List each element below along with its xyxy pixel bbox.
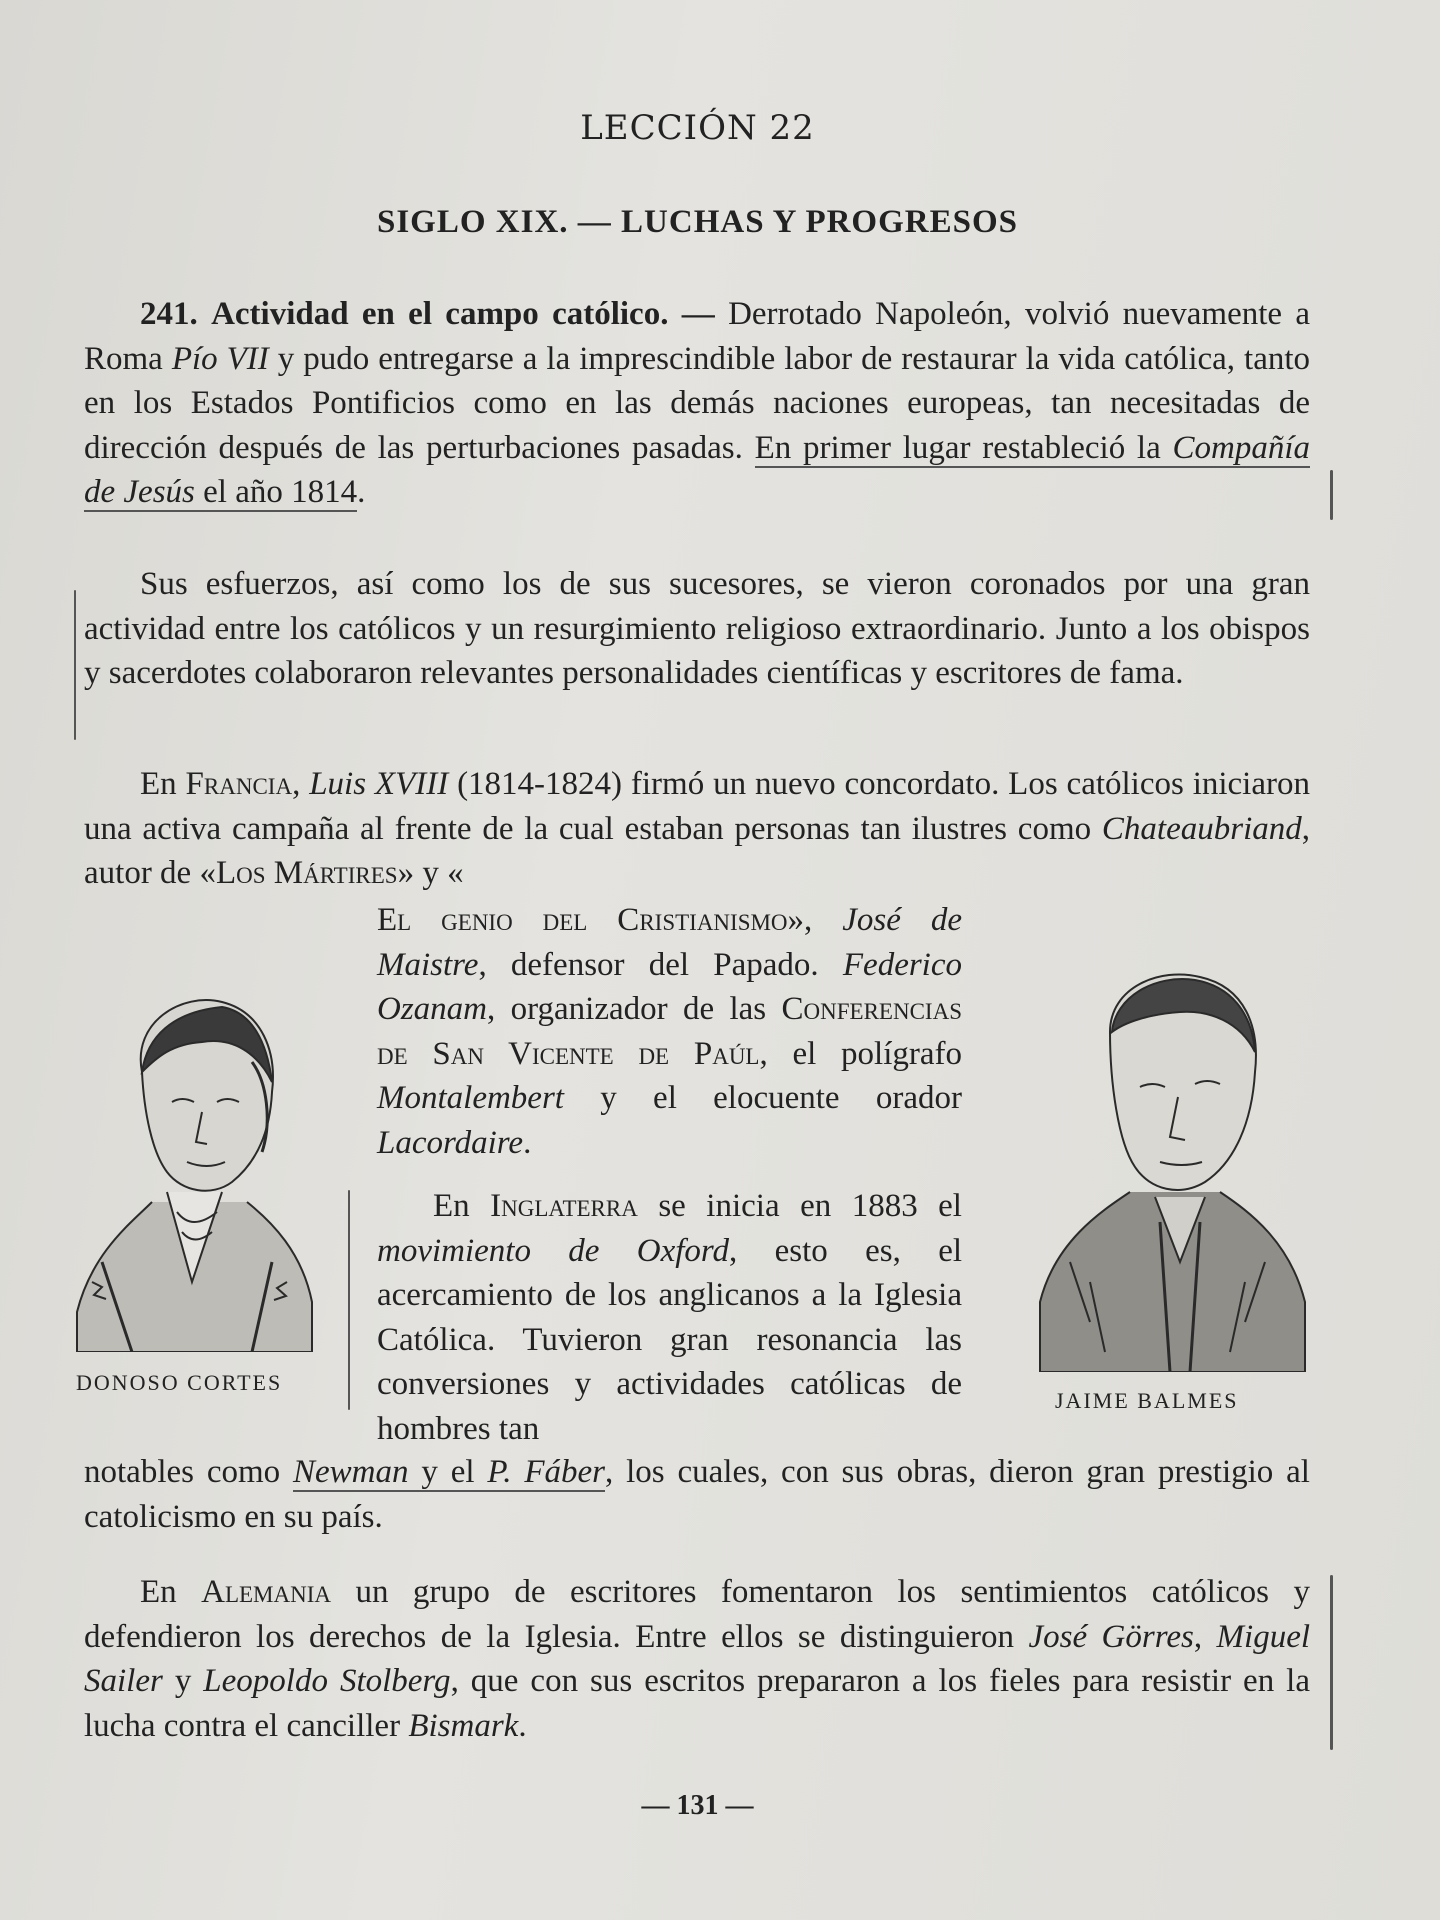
p3col-g: , defensor del Papado. bbox=[478, 946, 843, 983]
p3-b: , bbox=[292, 766, 310, 802]
caption-jaime-balmes: JAIME BALMES bbox=[1055, 1388, 1239, 1413]
p5-c: , los cuales, con sus obras, dieron gran prestigio al catolicismo en su país. bbox=[84, 1454, 1310, 1535]
p4-b: se inicia en 1883 el bbox=[637, 1188, 962, 1224]
stolberg-name: Leopoldo Stolberg bbox=[203, 1663, 451, 1699]
portrait-jaime-balmes bbox=[1030, 962, 1310, 1372]
p3-d: , autor de « bbox=[84, 810, 1310, 891]
p3col-k: . bbox=[523, 1124, 532, 1161]
p3-c: (1814-1824) firmó un nuevo concordato. Los católicos iniciaron una activa campaña al frente de la cual estaban personas tan ilustres como bbox=[84, 766, 1310, 847]
p6-f: . bbox=[518, 1707, 527, 1744]
margin-mark-1 bbox=[1330, 470, 1333, 520]
paragraph-241 bbox=[84, 292, 1310, 515]
p3-e: » y « bbox=[397, 855, 464, 891]
conferencias-name: Conferencias de San Vicente de Paúl bbox=[377, 991, 962, 1072]
caption-donoso-cortes: DONOSO CORTES bbox=[76, 1370, 283, 1395]
oxford-movement: movimiento de Oxford bbox=[377, 1232, 730, 1269]
p4-a: En bbox=[433, 1188, 491, 1224]
montalembert-name: Montalembert bbox=[377, 1080, 564, 1116]
margin-mark-4 bbox=[1330, 1575, 1333, 1750]
faber-name: P. Fáber bbox=[487, 1454, 606, 1490]
p4-c: , esto es, el acercamiento de los anglicanos a la Iglesia Católica. Tuvieron gran resonancia las conversiones y actividades católicas de hombres tan bbox=[377, 1232, 963, 1447]
underlined-text-1: En primer lugar restableció la bbox=[754, 429, 1173, 466]
pope-name: Pío VII bbox=[171, 340, 269, 377]
p3col-i: , el polígrafo bbox=[759, 1035, 962, 1072]
p5-a: notables como bbox=[84, 1454, 293, 1490]
p3col-h: , organizador de las bbox=[487, 991, 782, 1027]
p6-e: , que con sus escritos prepararon a los fieles para resistir en la lucha contra el canciller bbox=[84, 1663, 1310, 1744]
page-number: — 131 — bbox=[641, 1790, 754, 1821]
sailer-name: Miguel Sailer bbox=[84, 1618, 1311, 1699]
paragraph-germany bbox=[84, 1570, 1310, 1748]
bismark-name: Bismark bbox=[408, 1707, 519, 1744]
newman-name: Newman bbox=[293, 1454, 409, 1490]
p3-a: En bbox=[140, 766, 186, 802]
chateaubriand-name: Chateaubriand bbox=[1101, 810, 1302, 847]
paragraph-england-continued bbox=[84, 1450, 1310, 1539]
p3col-f: », bbox=[787, 902, 843, 938]
jesuits-name: Compañía de Jesús bbox=[84, 429, 1311, 510]
chapter-title: SIGLO XIX. — LUCHAS Y PROGRESOS bbox=[376, 204, 1018, 240]
paragraph-2: Sus esfuerzos, así como los de sus sucesores, se vieron coronados por una gran actividad entre los católicos y un resurgimiento religioso extraordinario. Junto a los obispos y sacerdotes colaboraron relevantes personalidades científicas y escritores de fama. bbox=[84, 566, 1310, 691]
margin-mark-3 bbox=[348, 1190, 350, 1410]
section-number: 241. bbox=[140, 296, 198, 332]
england-column-text bbox=[377, 1184, 962, 1451]
gorres-name: José Görres bbox=[1028, 1618, 1194, 1655]
section-heading: Actividad en el campo católico. — bbox=[211, 296, 715, 332]
p6-d: y bbox=[162, 1663, 204, 1699]
p6-b: un grupo de escritores fomentaron los sentimientos católicos y defendieron los derechos de la Iglesia. Entre ellos se distinguieron bbox=[84, 1574, 1310, 1655]
country-france: Francia bbox=[185, 766, 293, 802]
underlined-text-3: el año 1814 bbox=[194, 474, 358, 510]
portrait-donoso-cortes bbox=[72, 982, 317, 1352]
p3col-j: y el elocuente orador bbox=[563, 1080, 962, 1116]
paragraph-france bbox=[84, 762, 1310, 896]
p1-text-b: y pudo entregarse a la imprescindible labor de restaurar la vida católica, tanto en los Estados Pontificios como en las demás naciones europeas, tan necesitadas de dirección después de las perturbaciones pasadas. bbox=[84, 340, 1311, 466]
maistre-name: José de Maistre bbox=[377, 902, 962, 983]
book-genio: El genio del Cristianismo bbox=[377, 902, 788, 938]
france-column-text bbox=[377, 898, 962, 1165]
king-name: Luis XVIII bbox=[309, 766, 449, 802]
lacordaire-name: Lacordaire bbox=[377, 1124, 524, 1161]
p1-end: . bbox=[357, 474, 366, 510]
ozanam-name: Federico Ozanam bbox=[377, 946, 962, 1027]
p6-a: En bbox=[140, 1574, 202, 1610]
lesson-header: LECCIÓN 22 bbox=[580, 108, 815, 148]
p1-text-a: Derrotado Napoleón, volvió nuevamente a Roma bbox=[84, 296, 1311, 377]
margin-mark-2 bbox=[74, 590, 76, 740]
country-germany: Alemania bbox=[201, 1574, 331, 1610]
p5-b: y el bbox=[408, 1454, 488, 1490]
p6-c: , bbox=[1193, 1618, 1217, 1655]
book-los-martires: Los Mártires bbox=[215, 855, 398, 891]
country-england: Inglaterra bbox=[490, 1188, 638, 1224]
